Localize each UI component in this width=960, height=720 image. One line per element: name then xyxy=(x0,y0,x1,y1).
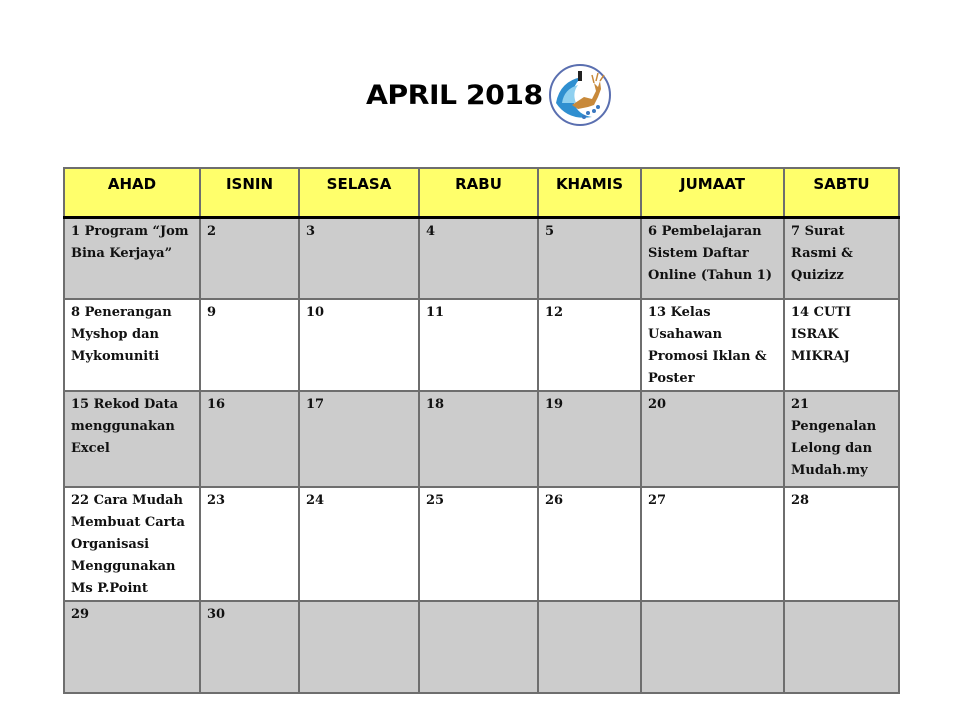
weekday-thursday: KHAMIS xyxy=(538,168,641,217)
day-cell: 11 xyxy=(419,299,538,391)
day-cell: 12 xyxy=(538,299,641,391)
day-cell-empty xyxy=(784,601,899,693)
day-cell: 29 xyxy=(64,601,200,693)
weekday-header-row xyxy=(64,168,899,217)
day-cell: 30 xyxy=(200,601,299,693)
day-cell: 22 Cara Mudah Membuat Carta Organisasi Menggunakan Ms P.Point xyxy=(64,487,200,601)
day-cell: 25 xyxy=(419,487,538,601)
day-cell: 28 xyxy=(784,487,899,601)
weekday-saturday: SABTU xyxy=(784,168,899,217)
day-cell-empty xyxy=(299,601,419,693)
day-cell: 4 xyxy=(419,217,538,299)
calendar-table xyxy=(63,167,900,694)
weekday-sunday: AHAD xyxy=(64,168,200,217)
week-row-5 xyxy=(64,601,899,693)
day-cell: 27 xyxy=(641,487,784,601)
school-deer-logo-icon xyxy=(548,63,612,127)
day-cell: 20 xyxy=(641,391,784,487)
week-row-2 xyxy=(64,299,899,391)
weekday-wednesday: RABU xyxy=(419,168,538,217)
day-cell: 18 xyxy=(419,391,538,487)
day-cell: 21 Pengenalan Lelong dan Mudah.my xyxy=(784,391,899,487)
day-cell: 5 xyxy=(538,217,641,299)
calendar-header xyxy=(366,60,612,130)
day-cell: 10 xyxy=(299,299,419,391)
day-cell: 7 Surat Rasmi & Quizizz xyxy=(784,217,899,299)
week-row-3 xyxy=(64,391,899,487)
day-cell: 26 xyxy=(538,487,641,601)
day-cell: 3 xyxy=(299,217,419,299)
day-cell: 9 xyxy=(200,299,299,391)
week-row-1 xyxy=(64,217,899,299)
weekday-monday: ISNIN xyxy=(200,168,299,217)
day-cell: 14 CUTI ISRAK MIKRAJ xyxy=(784,299,899,391)
day-cell-empty xyxy=(641,601,784,693)
day-cell: 2 xyxy=(200,217,299,299)
weekday-tuesday: SELASA xyxy=(299,168,419,217)
day-cell-empty xyxy=(538,601,641,693)
week-row-4 xyxy=(64,487,899,601)
day-cell: 17 xyxy=(299,391,419,487)
day-cell: 1 Program “Jom Bina Kerjaya” xyxy=(64,217,200,299)
day-cell: 8 Penerangan Myshop dan Mykomuniti xyxy=(64,299,200,391)
day-cell: 6 Pembelajaran Sistem Daftar Online (Tahun 1) xyxy=(641,217,784,299)
day-cell: 23 xyxy=(200,487,299,601)
day-cell: 16 xyxy=(200,391,299,487)
day-cell: 24 xyxy=(299,487,419,601)
day-cell: 15 Rekod Data menggunakan Excel xyxy=(64,391,200,487)
day-cell: 13 Kelas Usahawan Promosi Iklan & Poster xyxy=(641,299,784,391)
day-cell: 19 xyxy=(538,391,641,487)
weekday-friday: JUMAAT xyxy=(641,168,784,217)
day-cell-empty xyxy=(419,601,538,693)
page-title: APRIL 2018 xyxy=(366,79,543,111)
